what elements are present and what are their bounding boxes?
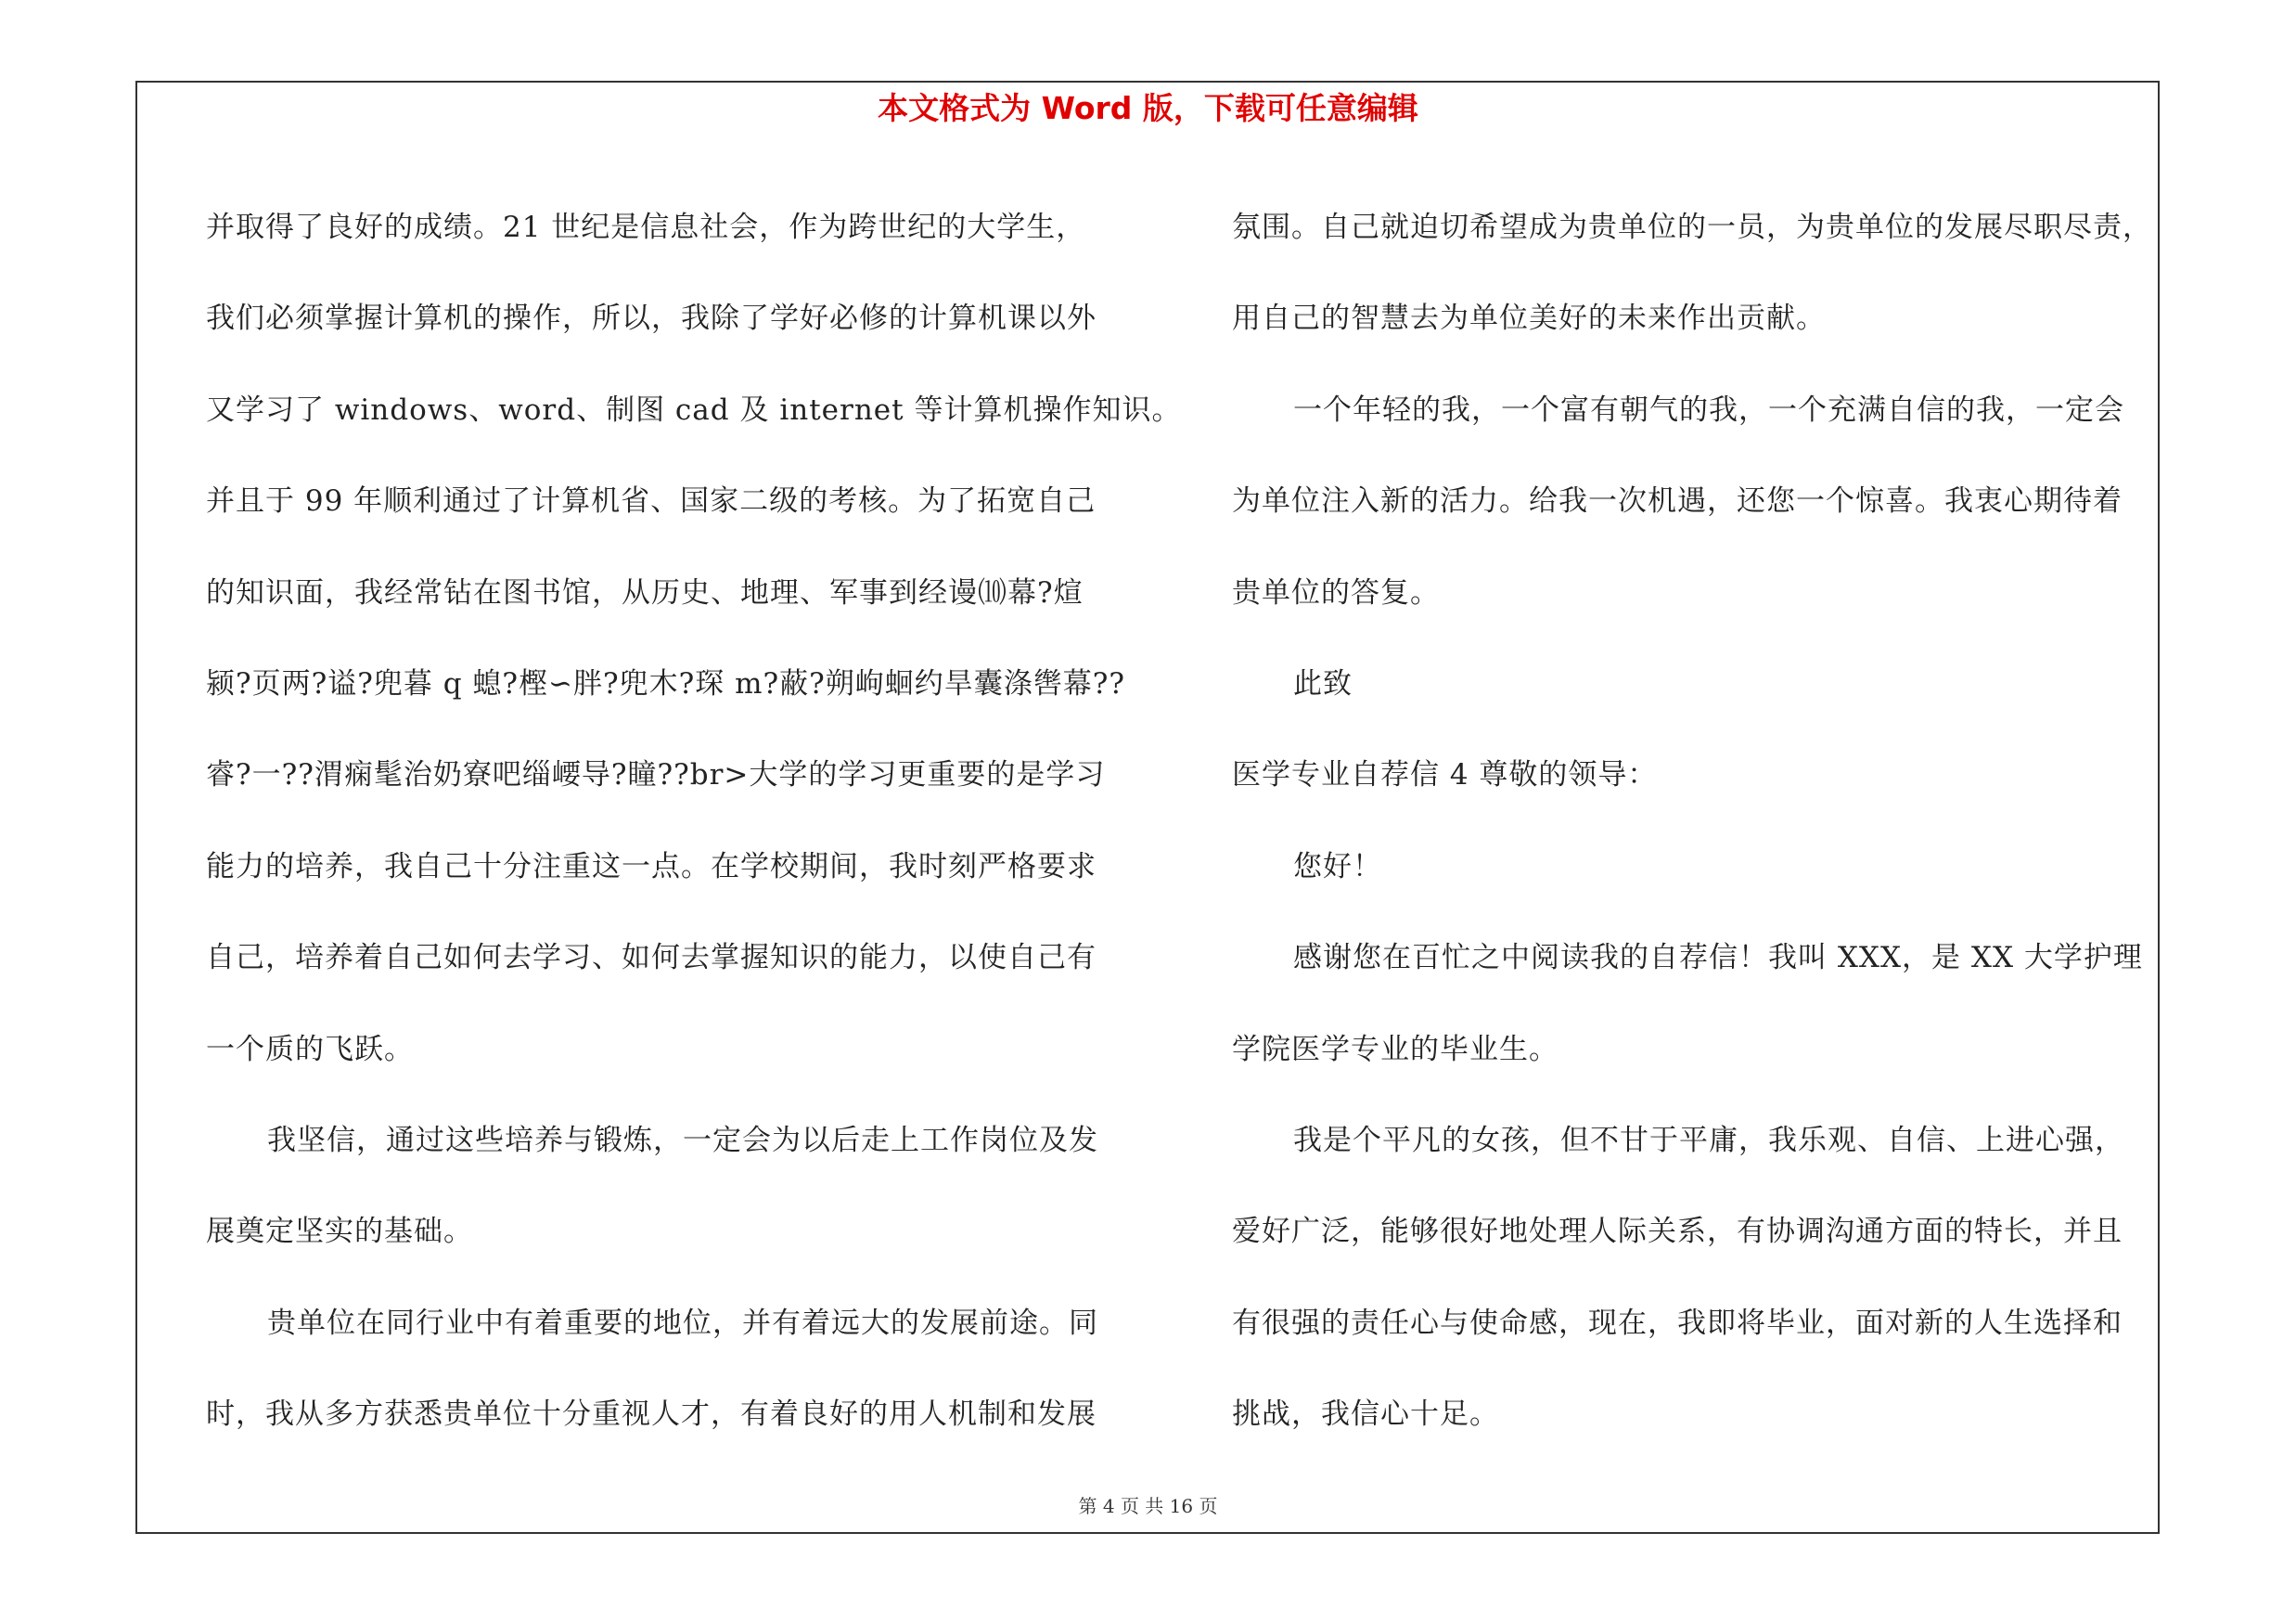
text-line: 时，我从多方获悉贵单位十分重视人才，有着良好的用人机制和发展 xyxy=(206,1398,1097,1432)
text-line: 我坚信，通过这些培养与锻炼，一定会为以后走上工作岗位及发 xyxy=(267,1123,1098,1157)
text-line: 一个质的飞跃。 xyxy=(206,1032,414,1066)
text-line: 学院医学专业的毕业生。 xyxy=(1232,1032,1558,1066)
text-line: 用自己的智慧去为单位美好的未来作出贡献。 xyxy=(1232,302,1826,336)
text-line: 贵单位的答复。 xyxy=(1232,575,1440,610)
text-line: 自己，培养着自己如何去学习、如何去掌握知识的能力，以使自己有 xyxy=(206,941,1097,975)
text-line: 挑战，我信心十足。 xyxy=(1232,1398,1499,1432)
word-format-banner: 本文格式为 Word 版，下载可任意编辑 xyxy=(878,90,1418,126)
text-line: 贵单位在同行业中有着重要的地位，并有着远大的发展前途。同 xyxy=(267,1306,1098,1340)
left-column xyxy=(206,182,1182,1460)
greeting: 您好！ xyxy=(1293,849,1382,883)
text-line: 一个年轻的我，一个富有朝气的我，一个充满自信的我，一定会 xyxy=(1293,393,2124,427)
text-line: 有很强的责任心与使命感，现在，我即将毕业，面对新的人生选择和 xyxy=(1232,1306,2123,1340)
right-column xyxy=(1232,182,2150,1460)
text-line: 展奠定坚实的基础。 xyxy=(206,1215,473,1249)
text-line: 又学习了 windows、word、制图 cad 及 internet 等计算机操作知识。 xyxy=(206,393,1182,427)
text-line: 感谢您在百忙之中阅读我的自荐信！我叫 XXX，是 XX 大学护理 xyxy=(1293,941,2143,975)
text-line: 我们必须掌握计算机的操作，所以，我除了学好必修的计算机课以外 xyxy=(206,302,1097,336)
text-line: 睿?一??渭痫髦治奶寮吧缁崾导?瞳??br>大学的学习更重要的是学习 xyxy=(206,758,1106,792)
text-line: 我是个平凡的女孩，但不甘于平庸，我乐观、自信、上进心强， xyxy=(1293,1123,2124,1157)
letter-heading: 医学专业自荐信 4 尊敬的领导： xyxy=(1232,758,1658,792)
text-line: 颍?页两?谥?兜暮 q 螅?樫∽胖?兜木?琛 m?蔽?朔岣蛔约旱囊涤辔幕?? xyxy=(206,666,1125,701)
text-line: 氛围。自己就迫切希望成为贵单位的一员，为贵单位的发展尽职尽责， xyxy=(1232,211,2152,244)
page-number-footer: 第 4 页 共 16 页 xyxy=(1078,1495,1218,1517)
text-line: 的知识面，我经常钻在图书馆，从历史、地理、军事到经谩⑽幕?煊 xyxy=(206,575,1084,610)
text-line: 爱好广泛，能够很好地处理人际关系，有协调沟通方面的特长，并且 xyxy=(1232,1215,2123,1249)
text-line: 为单位注入新的活力。给我一次机遇，还您一个惊喜。我衷心期待着 xyxy=(1232,484,2123,519)
text-line: 并且于 99 年顺利通过了计算机省、国家二级的考核。为了拓宽自己 xyxy=(206,484,1097,519)
salutation-closing: 此致 xyxy=(1293,666,1353,701)
text-line: 能力的培养，我自己十分注重这一点。在学校期间，我时刻严格要求 xyxy=(206,849,1097,883)
text-line: 并取得了良好的成绩。21 世纪是信息社会，作为跨世纪的大学生， xyxy=(206,211,1086,244)
